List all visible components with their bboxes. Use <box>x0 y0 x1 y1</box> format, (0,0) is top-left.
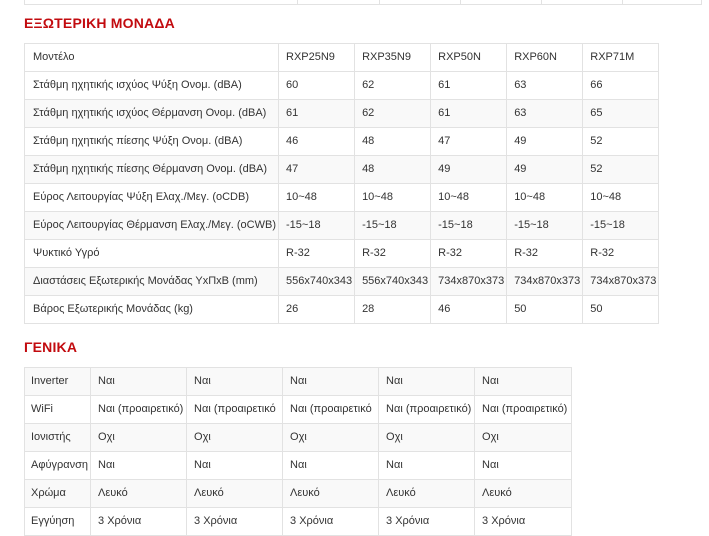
spec-label-cell: Στάθμη ηχητικής ισχύος Θέρμανση Ονομ. (dBA) <box>25 100 279 128</box>
model-name-cell: RXP71M <box>583 44 659 72</box>
spec-value-cell: Ναι <box>283 452 379 480</box>
spec-value-cell: Ναι <box>379 452 475 480</box>
spec-label-cell: WiFi <box>25 396 91 424</box>
spec-value-cell: 734x870x373 <box>583 268 659 296</box>
spec-label-cell: Εύρος Λειτουργίας Ψύξη Ελαχ./Μεγ. (oCDB) <box>25 184 279 212</box>
spec-value-cell: 46 <box>431 296 507 324</box>
spec-label-cell: Διαστάσεις Εξωτερικής Μονάδας ΥxΠxΒ (mm) <box>25 268 279 296</box>
section-title-general: ΓΕΝΙΚΑ <box>24 339 78 355</box>
spec-value-cell: 3 Χρόνια <box>91 508 187 536</box>
outdoor-unit-spec-table <box>24 43 659 324</box>
column-divider <box>541 0 542 4</box>
spec-row <box>25 212 659 240</box>
spec-value-cell: 65 <box>583 100 659 128</box>
spec-value-cell: 61 <box>431 100 507 128</box>
spec-label-cell: Στάθμη ηχητικής ισχύος Ψύξη Ονομ. (dBA) <box>25 72 279 100</box>
spec-value-cell: 47 <box>279 156 355 184</box>
spec-value-cell: 47 <box>431 128 507 156</box>
spec-value-cell: Ναι <box>91 368 187 396</box>
spec-value-cell: Λευκό <box>379 480 475 508</box>
spec-value-cell: 52 <box>583 156 659 184</box>
spec-value-cell: 63 <box>507 72 583 100</box>
spec-row <box>25 396 572 424</box>
spec-value-cell: Οχι <box>283 424 379 452</box>
spec-value-cell: 46 <box>279 128 355 156</box>
spec-value-cell: -15~18 <box>355 212 431 240</box>
spec-value-cell: 3 Χρόνια <box>283 508 379 536</box>
column-divider <box>297 0 298 4</box>
spec-value-cell: 48 <box>355 128 431 156</box>
spec-row <box>25 368 572 396</box>
spec-value-cell: Ναι <box>379 368 475 396</box>
general-spec-table <box>24 367 572 536</box>
spec-value-cell: 48 <box>355 156 431 184</box>
spec-label-cell: Εύρος Λειτουργίας Θέρμανση Ελαχ./Μεγ. (oCWB) <box>25 212 279 240</box>
spec-value-cell: 556x740x343 <box>355 268 431 296</box>
column-divider <box>379 0 380 4</box>
spec-value-cell: R-32 <box>279 240 355 268</box>
spec-value-cell: Ναι <box>475 368 572 396</box>
spec-value-cell: -15~18 <box>279 212 355 240</box>
spec-value-cell: 734x870x373 <box>507 268 583 296</box>
spec-value-cell: Ναι (προαιρετικό) <box>91 396 187 424</box>
spec-row <box>25 72 659 100</box>
spec-label-cell: Αφύγρανση <box>25 452 91 480</box>
spec-value-cell: Ναι (προαιρετικό) <box>475 396 572 424</box>
previous-table-bottom-edge <box>24 0 702 5</box>
spec-value-cell: 63 <box>507 100 583 128</box>
spec-value-cell: 49 <box>431 156 507 184</box>
spec-label-cell: Ψυκτικό Υγρό <box>25 240 279 268</box>
spec-row <box>25 100 659 128</box>
spec-value-cell: 10~48 <box>355 184 431 212</box>
spec-value-cell: 556x740x343 <box>279 268 355 296</box>
spec-value-cell: 52 <box>583 128 659 156</box>
model-name-cell: RXP25N9 <box>279 44 355 72</box>
spec-value-cell: 3 Χρόνια <box>475 508 572 536</box>
spec-row <box>25 156 659 184</box>
spec-value-cell: 3 Χρόνια <box>379 508 475 536</box>
spec-value-cell: R-32 <box>507 240 583 268</box>
spec-value-cell: -15~18 <box>431 212 507 240</box>
spec-value-cell: -15~18 <box>507 212 583 240</box>
spec-value-cell: 60 <box>279 72 355 100</box>
spec-row <box>25 268 659 296</box>
spec-value-cell: -15~18 <box>583 212 659 240</box>
spec-value-cell: 10~48 <box>507 184 583 212</box>
spec-value-cell: 734x870x373 <box>431 268 507 296</box>
spec-value-cell: Ναι <box>187 368 283 396</box>
spec-value-cell: 28 <box>355 296 431 324</box>
spec-value-cell: R-32 <box>583 240 659 268</box>
spec-value-cell: Ναι <box>91 452 187 480</box>
spec-row <box>25 184 659 212</box>
spec-value-cell: 26 <box>279 296 355 324</box>
spec-value-cell: Λευκό <box>283 480 379 508</box>
column-divider <box>622 0 623 4</box>
spec-value-cell: 10~48 <box>583 184 659 212</box>
spec-value-cell: 49 <box>507 128 583 156</box>
spec-value-cell: Οχι <box>379 424 475 452</box>
spec-label-cell: Inverter <box>25 368 91 396</box>
spec-value-cell: 61 <box>279 100 355 128</box>
spec-row <box>25 424 572 452</box>
spec-label-cell: Στάθμη ηχητικής πίεσης Ψύξη Ονομ. (dBA) <box>25 128 279 156</box>
model-name-cell: RXP35N9 <box>355 44 431 72</box>
spec-value-cell: 66 <box>583 72 659 100</box>
model-name-cell: RXP60N <box>507 44 583 72</box>
spec-value-cell: Οχι <box>475 424 572 452</box>
spec-value-cell: 50 <box>583 296 659 324</box>
spec-value-cell: R-32 <box>355 240 431 268</box>
spec-value-cell: 50 <box>507 296 583 324</box>
spec-row <box>25 240 659 268</box>
spec-label-cell: Βάρος Εξωτερικής Μονάδας (kg) <box>25 296 279 324</box>
spec-value-cell: Λευκό <box>91 480 187 508</box>
spec-value-cell: 10~48 <box>431 184 507 212</box>
spec-value-cell: Ναι <box>187 452 283 480</box>
section-title-outdoor-unit: ΕΞΩΤΕΡΙΚΗ ΜΟΝΑΔΑ <box>24 15 175 31</box>
spec-value-cell: 61 <box>431 72 507 100</box>
spec-value-cell: Λευκό <box>187 480 283 508</box>
spec-value-cell: Ναι (προαιρετικό <box>187 396 283 424</box>
spec-row <box>25 296 659 324</box>
model-header-label-cell: Μοντέλο <box>25 44 279 72</box>
spec-row <box>25 508 572 536</box>
spec-value-cell: R-32 <box>431 240 507 268</box>
spec-value-cell: Ναι <box>283 368 379 396</box>
model-name-cell: RXP50N <box>431 44 507 72</box>
spec-label-cell: Εγγύηση <box>25 508 91 536</box>
spec-value-cell: Ναι <box>475 452 572 480</box>
spec-value-cell: Λευκό <box>475 480 572 508</box>
spec-row <box>25 480 572 508</box>
spec-value-cell: Οχι <box>187 424 283 452</box>
spec-value-cell: 62 <box>355 100 431 128</box>
spec-value-cell: 49 <box>507 156 583 184</box>
column-divider <box>460 0 461 4</box>
spec-label-cell: Ιονιστής <box>25 424 91 452</box>
model-header-row <box>25 44 659 72</box>
spec-value-cell: Οχι <box>91 424 187 452</box>
spec-row <box>25 128 659 156</box>
spec-value-cell: 3 Χρόνια <box>187 508 283 536</box>
spec-label-cell: Χρώμα <box>25 480 91 508</box>
spec-value-cell: Ναι (προαιρετικό <box>283 396 379 424</box>
spec-value-cell: 62 <box>355 72 431 100</box>
spec-value-cell: Ναι (προαιρετικό) <box>379 396 475 424</box>
spec-row <box>25 452 572 480</box>
spec-value-cell: 10~48 <box>279 184 355 212</box>
spec-label-cell: Στάθμη ηχητικής πίεσης Θέρμανση Ονομ. (dBA) <box>25 156 279 184</box>
